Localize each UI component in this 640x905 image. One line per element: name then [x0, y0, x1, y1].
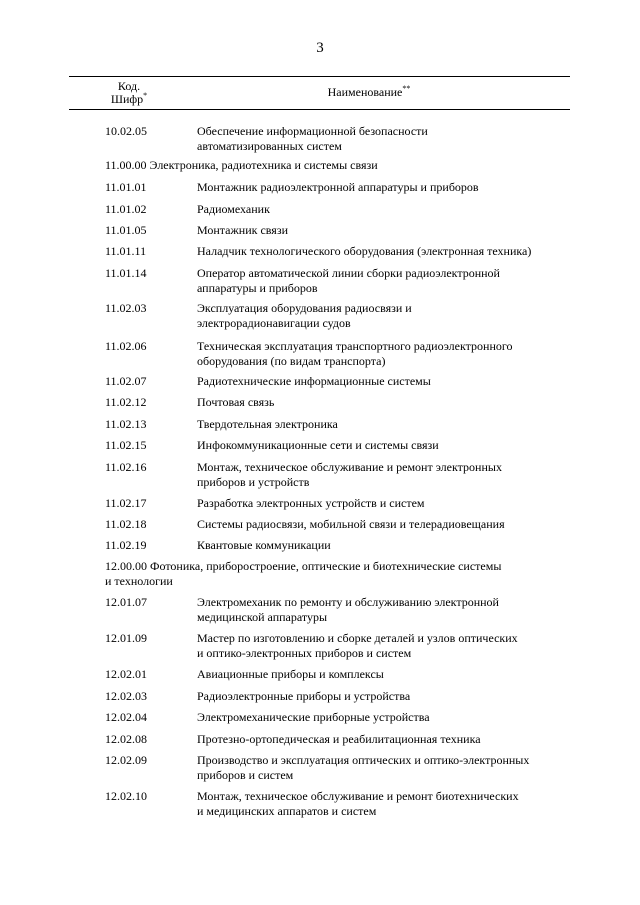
- specialty-code: 11.02.06: [105, 339, 147, 353]
- specialty-code: 11.01.11: [105, 244, 147, 258]
- specialty-code: 11.02.17: [105, 496, 147, 510]
- specialty-code: 12.01.09: [105, 631, 147, 645]
- specialty-code: 11.02.03: [105, 301, 147, 315]
- specialty-name: Оператор автоматической линии сборки радиоэлектронной аппаратуры и приборов: [197, 266, 500, 295]
- specialty-code: 12.02.08: [105, 732, 147, 746]
- specialty-name: Эксплуатация оборудования радиосвязи и электрорадионавигации судов: [197, 301, 412, 330]
- specialty-name: Радиомеханик: [197, 202, 270, 216]
- header-name-label: Наименование: [327, 85, 403, 99]
- specialty-name: Мастер по изготовлению и сборке деталей и узлов оптических и оптико-электронных приборов и систем: [197, 631, 518, 660]
- specialty-name: Почтовая связь: [197, 395, 275, 409]
- group-heading: 11.00.00 Электроника, радиотехника и системы связи: [105, 158, 378, 172]
- specialty-name: Радиотехнические информационные системы: [197, 374, 431, 388]
- specialty-name: Монтажник связи: [197, 223, 288, 237]
- specialty-code: 11.02.13: [105, 417, 147, 431]
- specialty-code: 11.02.16: [105, 460, 147, 474]
- group-heading: 12.00.00 Фотоника, приборостроение, оптические и биотехнические системы и технологии: [105, 559, 502, 588]
- specialty-code: 11.02.15: [105, 438, 147, 452]
- specialty-code: 12.02.09: [105, 753, 147, 767]
- header-code-footnote-mark: *: [143, 91, 148, 100]
- specialty-code: 10.02.05: [105, 124, 147, 138]
- specialty-name: Разработка электронных устройств и систем: [197, 496, 425, 510]
- specialty-name: Монтажник радиоэлектронной аппаратуры и приборов: [197, 180, 479, 194]
- specialty-code: 11.01.02: [105, 202, 147, 216]
- specialty-name: Электромеханические приборные устройства: [197, 710, 430, 724]
- header-cipher-label: Шифр: [110, 92, 144, 106]
- specialty-name: Электромеханик по ремонту и обслуживанию электронной медицинской аппаратуры: [197, 595, 499, 624]
- specialty-code: 11.01.01: [105, 180, 147, 194]
- specialty-name: Инфокоммуникационные сети и системы связи: [197, 438, 439, 452]
- header-name-footnote-mark: **: [402, 84, 411, 93]
- specialty-code: 11.02.19: [105, 538, 147, 552]
- page-number: 3: [316, 40, 324, 56]
- specialty-name: Монтаж, техническое обслуживание и ремонт электронных приборов и устройств: [197, 460, 502, 489]
- specialty-name: Твердотельная электроника: [197, 417, 338, 431]
- specialty-name: Монтаж, техническое обслуживание и ремонт биотехнических и медицинских аппаратов и систем: [197, 789, 519, 818]
- specialty-name: Производство и эксплуатация оптических и оптико-электронных приборов и систем: [197, 753, 530, 782]
- specialty-name: Квантовые коммуникации: [197, 538, 331, 552]
- specialty-code: 11.01.05: [105, 223, 147, 237]
- specialty-code: 12.02.01: [105, 667, 147, 681]
- specialty-code: 11.02.18: [105, 517, 147, 531]
- specialty-name: Системы радиосвязи, мобильной связи и телерадиовещания: [197, 517, 505, 531]
- specialty-name: Авиационные приборы и комплексы: [197, 667, 384, 681]
- header-code-label: Код.: [117, 79, 141, 93]
- specialty-name: Обеспечение информационной безопасности автоматизированных систем: [197, 124, 428, 153]
- specialty-code: 12.02.04: [105, 710, 147, 724]
- specialty-code: 12.02.10: [105, 789, 147, 803]
- specialty-name: Техническая эксплуатация транспортного радиоэлектронного оборудования (по видам транспорта): [197, 339, 513, 368]
- specialty-name: Радиоэлектронные приборы и устройства: [197, 689, 411, 703]
- specialty-code: 11.02.12: [105, 395, 147, 409]
- specialty-code: 11.01.14: [105, 266, 147, 280]
- specialty-name: Протезно-ортопедическая и реабилитационная техника: [197, 732, 481, 746]
- specialty-code: 12.02.03: [105, 689, 147, 703]
- specialty-name: Наладчик технологического оборудования (электронная техника): [197, 244, 532, 258]
- specialty-code: 12.01.07: [105, 595, 147, 609]
- specialty-code: 11.02.07: [105, 374, 147, 388]
